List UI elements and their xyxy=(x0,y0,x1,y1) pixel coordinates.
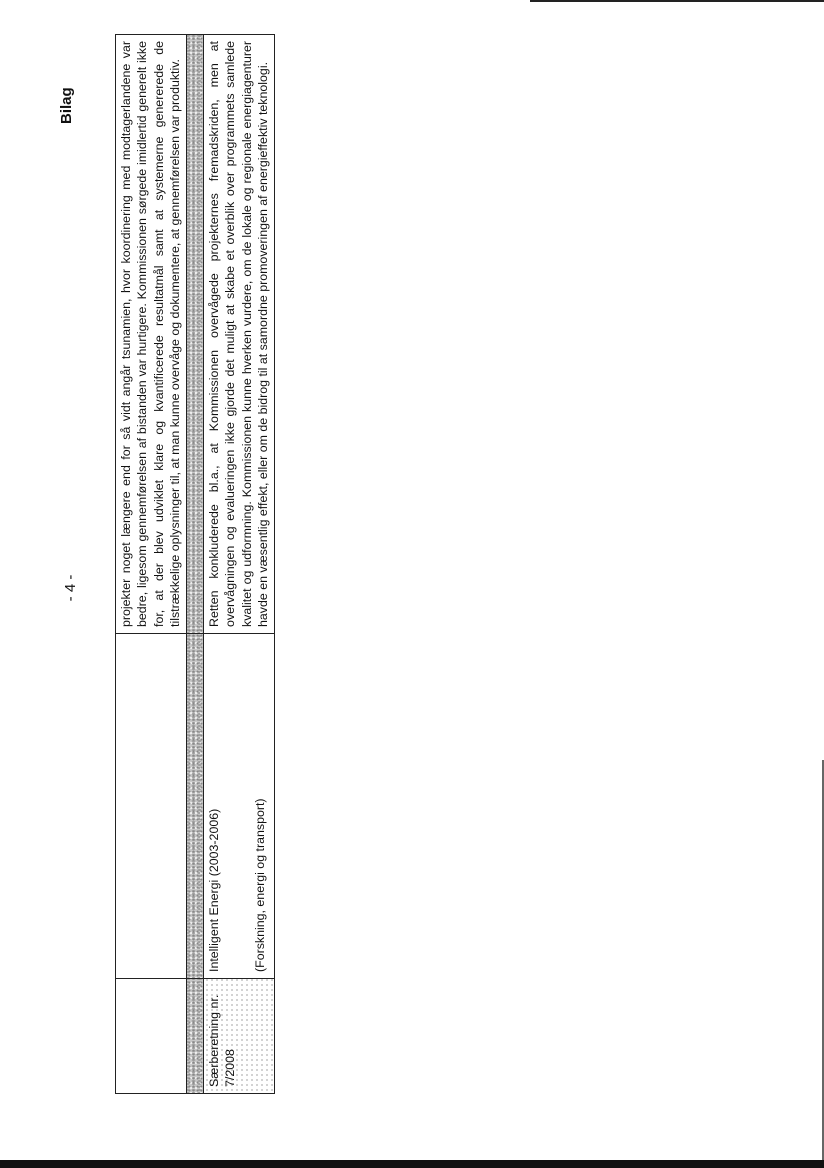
programme-area: (Forskning, energi og transport) xyxy=(253,798,268,972)
conclusion-cell: projekter noget længere end for så vidt angår tsunamien, hvor koordinering med modtagerlandene var bedre, ligesom gennemførelsen af bistanden var hurtigere. Kommissionen sørgede imidlertid generelt ikke for, at der blev udviklet klare og kvantificerede resultatmål samt at systemerne genererede de tilstrækkelige oplysninger til, at man kunne overvåge og dokumentere, at gennemførelsen var produktiv. xyxy=(116,35,187,634)
shaded-cell xyxy=(187,979,204,1094)
shaded-cell xyxy=(187,35,204,634)
page-number: - 4 - xyxy=(62,574,79,602)
table-row xyxy=(204,35,275,1094)
report-reference-cell: Særberetning nr. 7/2008 xyxy=(204,979,275,1094)
shaded-cell xyxy=(187,634,204,979)
table-row xyxy=(116,35,187,1094)
findings-table xyxy=(115,34,275,1094)
programme-cell xyxy=(204,634,275,979)
programme-title: Intelligent Energi (2003-2006) xyxy=(207,808,222,972)
programme-cell xyxy=(116,634,187,979)
shaded-separator-row xyxy=(187,35,204,1094)
report-reference-cell xyxy=(116,979,187,1094)
appendix-label: Bilag xyxy=(58,87,75,124)
conclusion-cell: Retten konkluderede bl.a., at Kommissionen overvågede projekternes fremadskriden, men at overvågningen og evalueringen ikke gjorde det muligt at skabe et overblik over programmets samlede kvalitet og udformning. Kommissionen kunne hverken vurdere, om de lokale og regionale energiagenturer havde en væsentlig effekt, eller om de bidrog til at samordne promoveringen af energieffektiv teknologi. xyxy=(204,35,275,634)
spacer xyxy=(222,640,252,972)
